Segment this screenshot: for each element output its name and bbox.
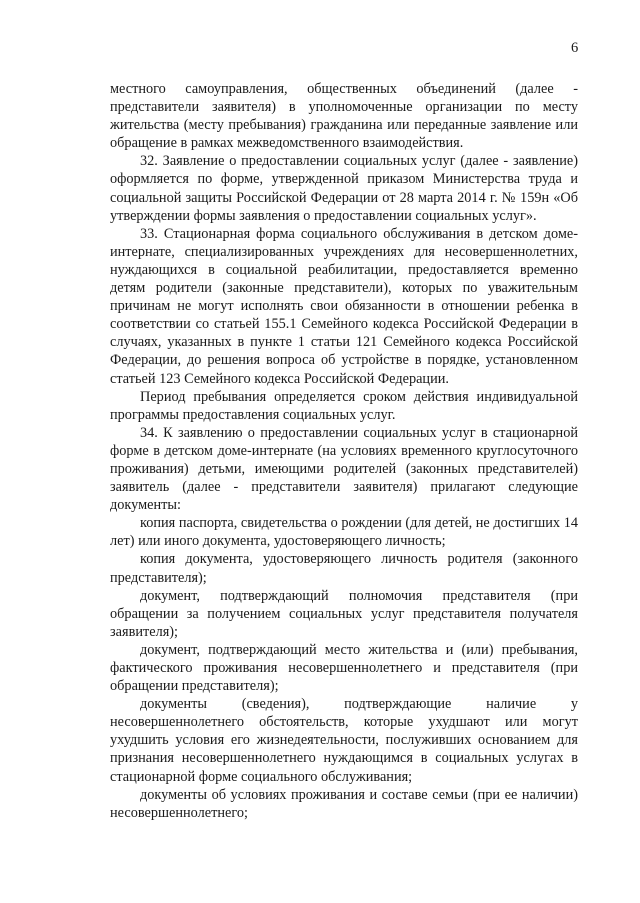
paragraph-continuation: местного самоуправления, общественных объединений (далее - представители заявителя) в уполномоченные организации по месту жительства (месту пребывания) гражданина или переданные заявление или обращение в рамках межведомственного взаимодействия.	[110, 81, 578, 152]
document-item-living-conditions: документы об условиях проживания и составе семьи (при ее наличии) несовершеннолетнего;	[110, 786, 578, 821]
paragraph-34: 34. К заявлению о предоставлении социальных услуг в стационарной форме в детском доме-интернате (на условиях временного круглосуточного проживания) детьми, имеющими родителей (законных представителей) заявитель (далее - представители заявителя) прилагают следующие документы:	[110, 424, 578, 514]
document-item-passport: копия паспорта, свидетельства о рождении (для детей, не достигших 14 лет) или иного документа, удостоверяющего личность;	[110, 515, 578, 550]
document-item-residence: документ, подтверждающий место жительства и (или) пребывания, фактического проживания несовершеннолетнего и представителя (при обращении представителя);	[110, 641, 578, 695]
paragraph-32: 32. Заявление о предоставлении социальных услуг (далее - заявление) оформляется по форме, утвержденной приказом Министерства труда и социальной защиты Российской Федерации от 28 марта 2014 г. № 159н «Об утверждении формы заявления о предоставлении социальных услуг».	[110, 153, 578, 224]
document-item-circumstances: документы (сведения), подтверждающие наличие у несовершеннолетнего обстоятельств, которые ухудшают или могут ухудшить условия его жизнедеятельности, послуживших основанием для признания несовершеннолетнего нуждающимся в социальных услугах в стационарной форме социального обслуживания;	[110, 696, 578, 785]
document-item-parent-id: копия документа, удостоверяющего личность родителя (законного представителя);	[110, 551, 578, 586]
paragraph-33: 33. Стационарная форма социального обслуживания в детском доме-интернате, специализированных учреждениях для несовершеннолетних, нуждающихся в социальной реабилитации, предоставляется временно детям родители (законные представители), которых по уважительным причинам не могут исполнять свои обязанности в отношении ребенка в соответствии со статьей 155.1 Семейного кодекса Российской Федерации в случаях, указанных в пункте 1 статьи 121 Семейного кодекса Российской Федерации, до решения вопроса об устройстве в порядке, установленном статьей 123 Семейного кодекса Российской Федерации.	[110, 225, 578, 387]
page-number: 6	[571, 40, 579, 56]
document-item-authority: документ, подтверждающий полномочия представителя (при обращении за получением социальных услуг представителя получателя заявителя);	[110, 587, 578, 640]
paragraph-stay-period: Период пребывания определяется сроком действия индивидуальной программы предоставления социальных услуг.	[110, 388, 578, 423]
document-body	[110, 80, 578, 822]
